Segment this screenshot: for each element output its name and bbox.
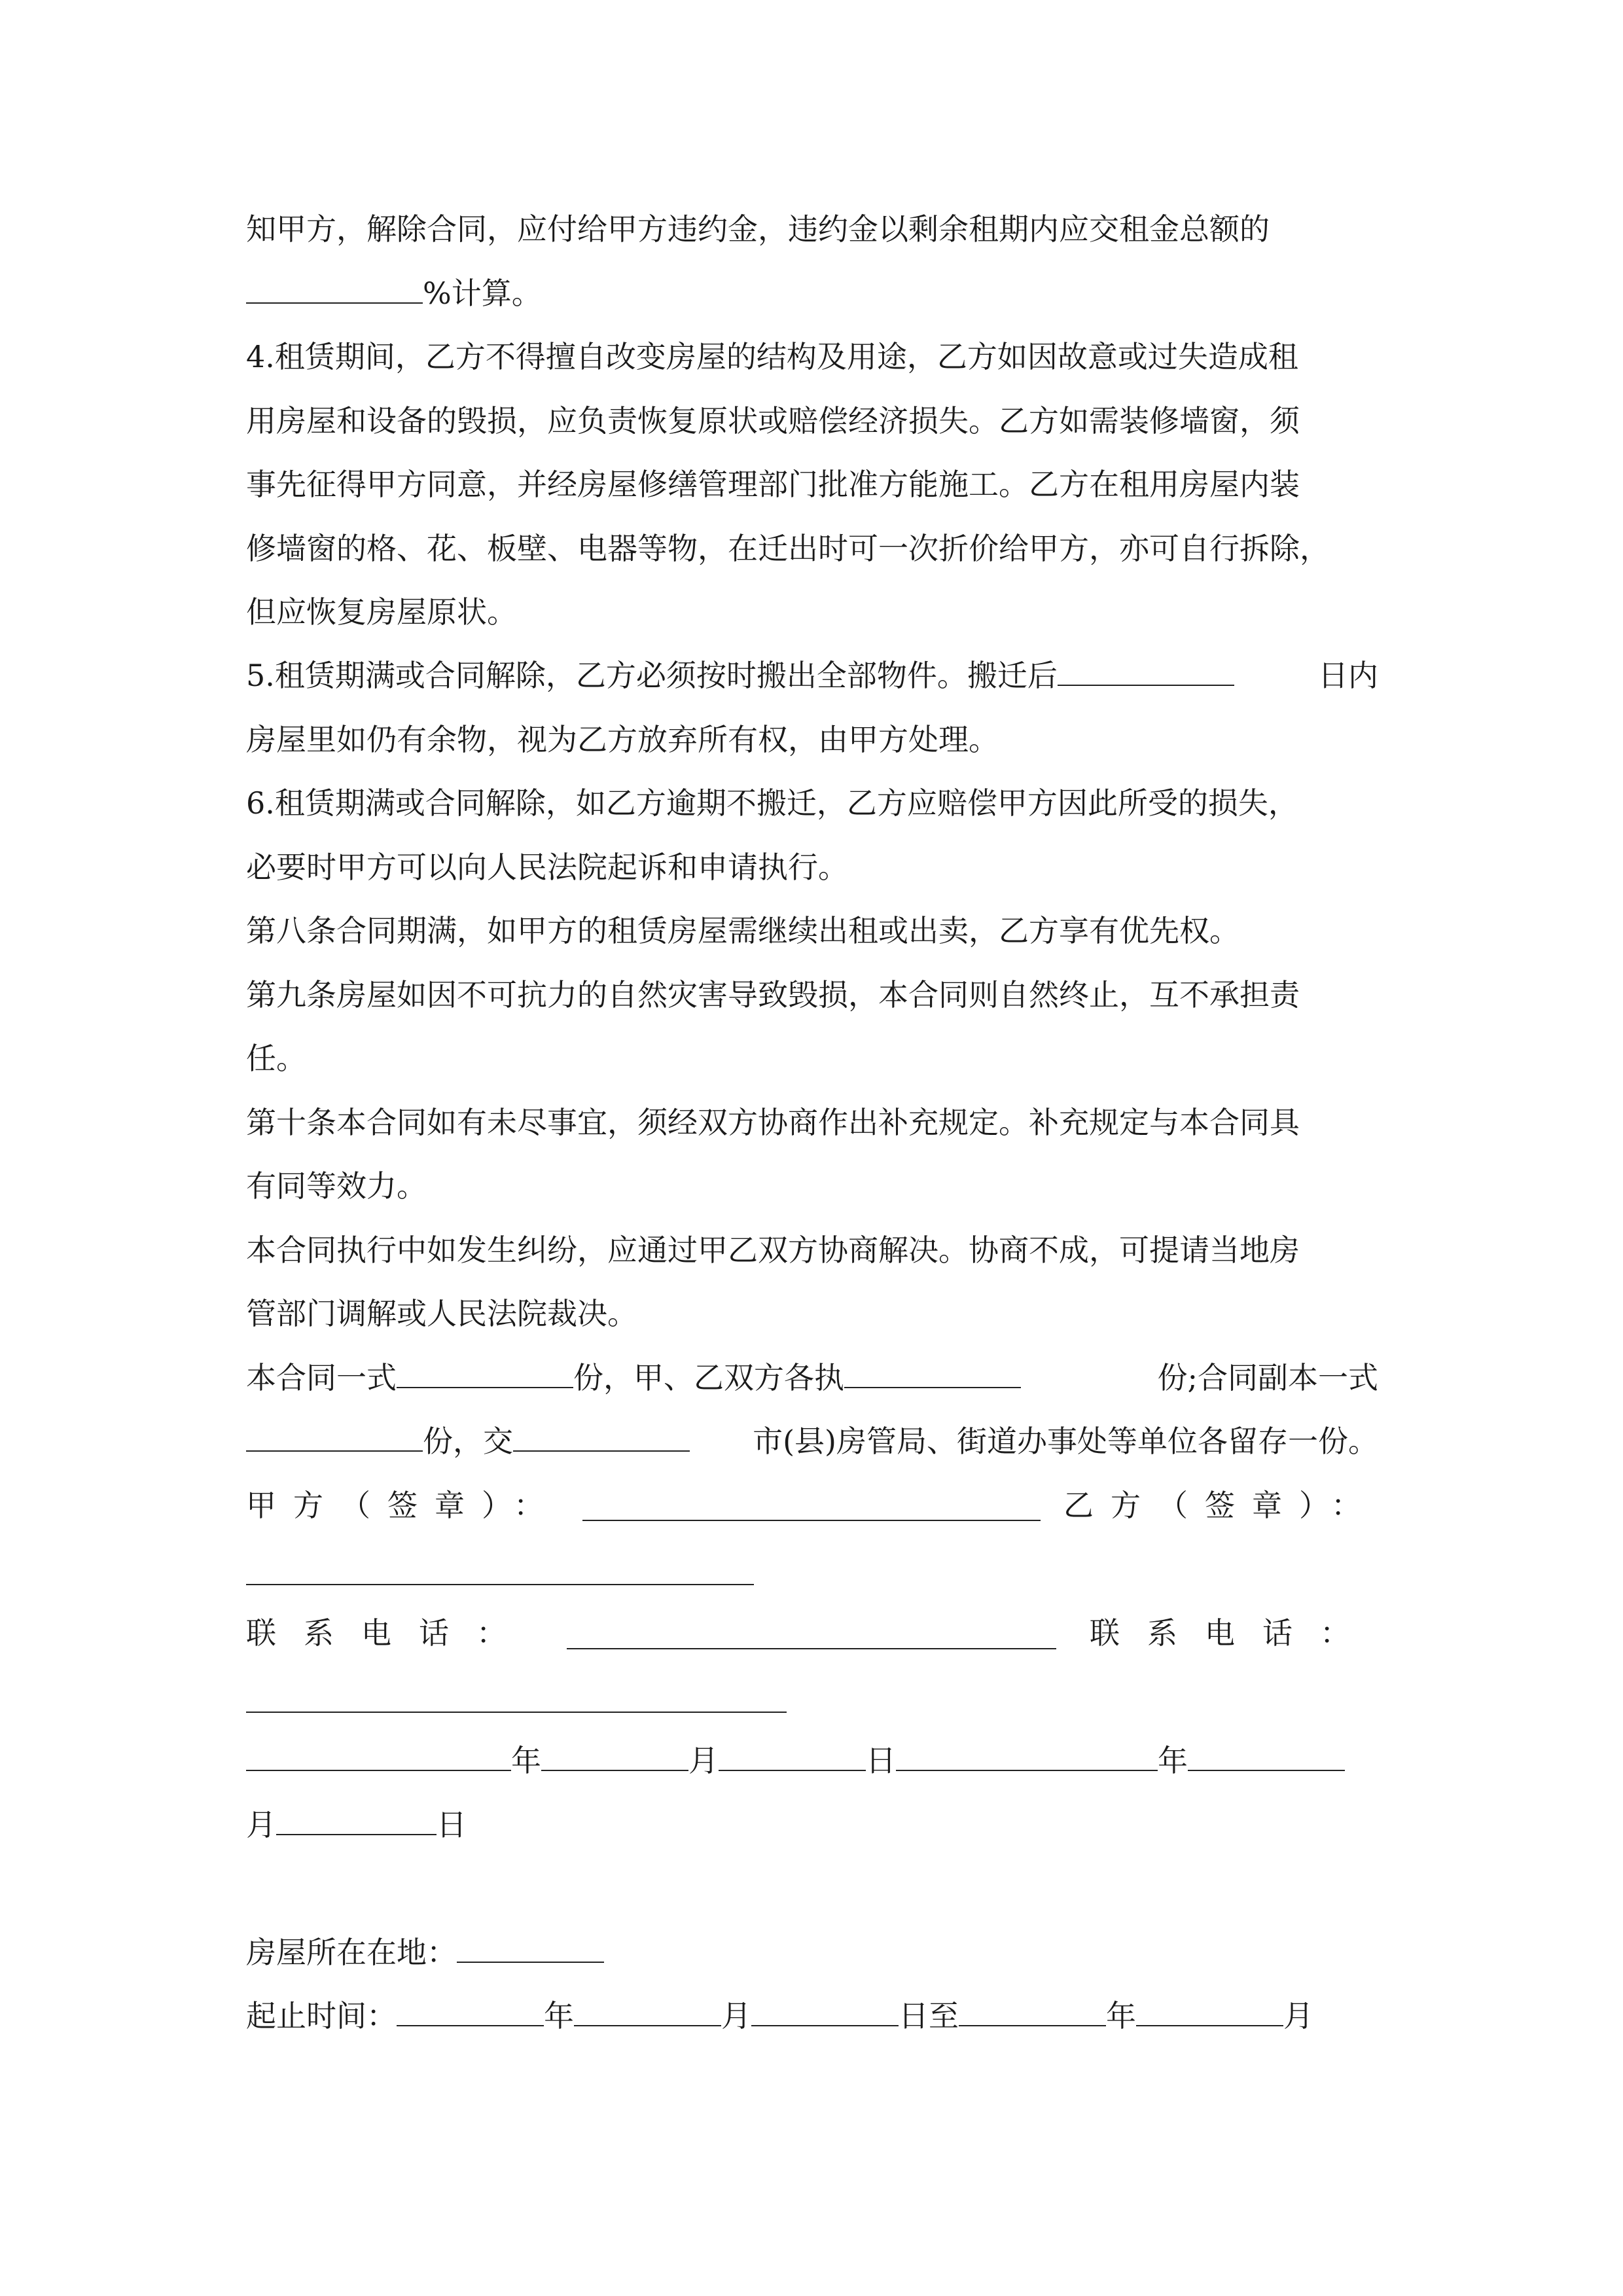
text-line: 用房屋和设备的毁损，应负责恢复原状或赔偿经济损失。乙方如需装修墙窗，须 bbox=[246, 403, 1300, 439]
phone-label-b: 联系电话： bbox=[1090, 1615, 1378, 1651]
fill-blank[interactable] bbox=[246, 1422, 423, 1452]
month-blank[interactable] bbox=[541, 1741, 688, 1771]
text-line: 任。 bbox=[246, 1041, 306, 1076]
text-line: 本合同执行中如发生纠纷，应通过甲乙双方协商解决。协商不成，可提请当地房 bbox=[246, 1232, 1300, 1268]
day-blank[interactable] bbox=[276, 1805, 437, 1835]
end-year-blank[interactable] bbox=[959, 1996, 1106, 2026]
day-blank[interactable] bbox=[719, 1741, 866, 1771]
phone-b-line[interactable] bbox=[246, 1712, 787, 1713]
text-line: 4.租赁期间，乙方不得擅自改变房屋的结构及用途，乙方如因故意或过失造成租 bbox=[246, 339, 1298, 374]
text-line: 第八条合同期满，如甲方的租赁房屋需继续出租或出卖，乙方享有优先权。 bbox=[246, 913, 1240, 948]
fill-blank[interactable] bbox=[513, 1422, 690, 1452]
text-line: 但应恢复房屋原状。 bbox=[246, 594, 517, 630]
fill-blank[interactable] bbox=[844, 1358, 1021, 1388]
phone-label-a: 联系电话： bbox=[246, 1615, 534, 1651]
start-day-blank[interactable] bbox=[751, 1996, 899, 2026]
text-line: 第九条房屋如因不可抗力的自然灾害导致毁损，本合同则自然终止，互不承担责 bbox=[246, 977, 1300, 1013]
fill-blank[interactable] bbox=[1058, 656, 1234, 686]
fill-blank[interactable] bbox=[246, 274, 423, 304]
text-line: 管部门调解或人民法院裁决。 bbox=[246, 1296, 637, 1331]
text-line: 份，交 市(县)房管局、街道办事处等单位各留存一份。 bbox=[246, 1422, 1378, 1461]
signing-date-line: 年 月 日 年 bbox=[246, 1741, 1378, 1780]
signing-date-line: 月 日 bbox=[246, 1805, 1378, 1844]
fill-blank[interactable] bbox=[397, 1358, 573, 1388]
year-blank[interactable] bbox=[246, 1741, 511, 1771]
text-line: 第十条本合同如有未尽事宜，须经双方协商作出补充规定。补充规定与本合同具 bbox=[246, 1105, 1300, 1140]
text-line: 修墙窗的格、花、板壁、电器等物，在迁出时可一次折价给甲方，亦可自行拆除， bbox=[246, 531, 1330, 566]
start-month-blank[interactable] bbox=[574, 1996, 721, 2026]
text-line: 必要时甲方可以向人民法院起诉和申请执行。 bbox=[246, 850, 848, 885]
year-blank[interactable] bbox=[896, 1741, 1158, 1771]
location-line: 房屋所在在地： bbox=[246, 1933, 1378, 1972]
text-line: 事先征得甲方同意，并经房屋修缮管理部门批准方能施工。乙方在租用房屋内装 bbox=[246, 467, 1300, 502]
phone-a-line[interactable] bbox=[567, 1648, 1056, 1649]
month-blank[interactable] bbox=[1188, 1741, 1345, 1771]
text-line: 知甲方，解除合同，应付给甲方违约金，违约金以剩余租期内应交租金总额的 bbox=[246, 211, 1270, 247]
text-line: 有同等效力。 bbox=[246, 1168, 427, 1204]
text-line: 本合同一式 份，甲、乙双方各执 份;合同副本一式 bbox=[246, 1358, 1378, 1397]
party-b-label: 乙方（签章）： bbox=[1063, 1488, 1378, 1523]
text-line: 房屋里如仍有余物，视为乙方放弃所有权，由甲方处理。 bbox=[246, 722, 999, 757]
text-line: %计算。 bbox=[246, 274, 1378, 313]
party-a-signature-line[interactable] bbox=[582, 1520, 1041, 1521]
text-line: 5.租赁期满或合同解除，乙方必须按时搬出全部物件。搬迁后 日内 bbox=[246, 656, 1378, 695]
text-line: 6.租赁期满或合同解除，如乙方逾期不搬迁，乙方应赔偿甲方因此所受的损失， bbox=[246, 785, 1298, 821]
party-a-label: 甲方（签章）： bbox=[246, 1488, 561, 1523]
location-blank[interactable] bbox=[457, 1933, 604, 1963]
start-year-blank[interactable] bbox=[397, 1996, 544, 2026]
period-line: 起止时间： 年 月 日至 年 月 bbox=[246, 1996, 1378, 2036]
end-month-blank[interactable] bbox=[1136, 1996, 1283, 2026]
party-b-signature-line[interactable] bbox=[246, 1584, 754, 1585]
